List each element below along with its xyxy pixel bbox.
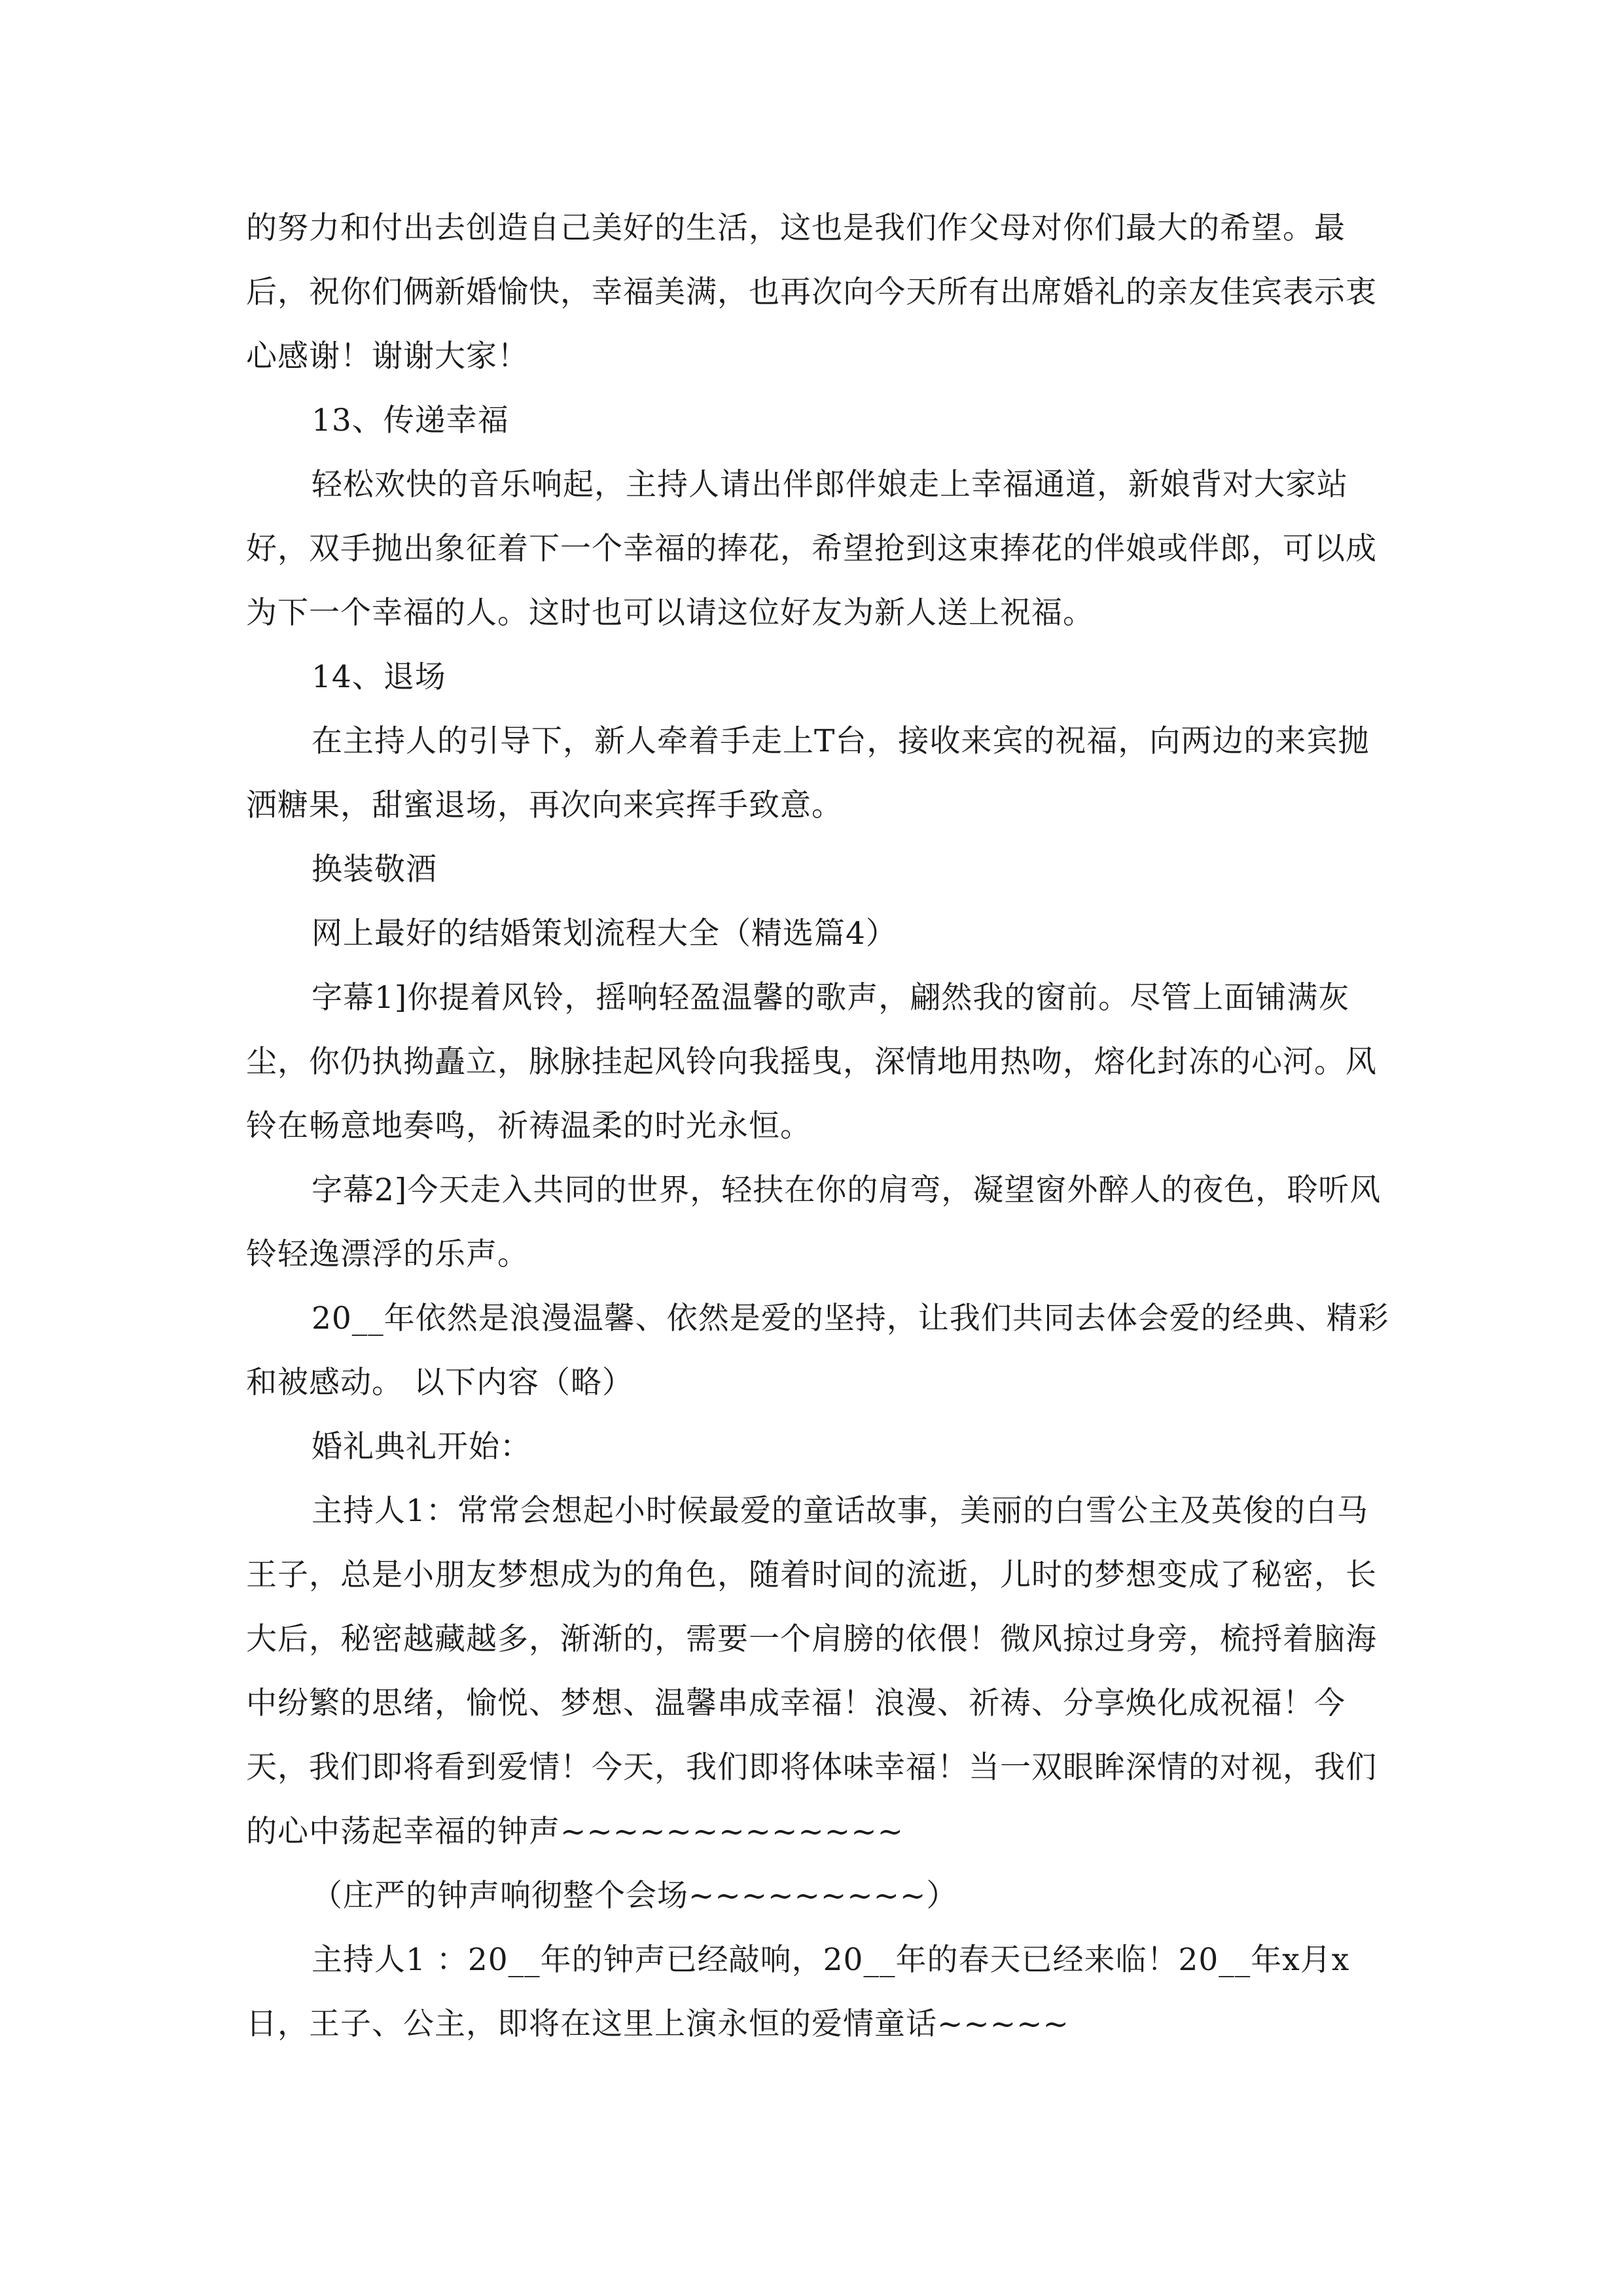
heading-ceremony-start: 婚礼典礼开始： <box>312 1429 531 1465</box>
heading-toast: 换装敬酒 <box>312 852 437 888</box>
paragraph-caption-1: 字幕1]你提着风铃，摇响轻盈温馨的歌声，翩然我的窗前。尽管上面铺满灰尘，你仍执拗矗立，脉脉挂起风铃向我摇曳，深情地用热吻，熔化封冻的心河。风铃在畅意地奏鸣，祈祷温柔的时光永恒。 <box>246 980 1377 1144</box>
section-title: 网上最好的结婚策划流程大全（精选篇4） <box>312 916 897 952</box>
paragraph-bell: （庄严的钟声响彻整个会场~~~~~~~~~） <box>312 1878 958 1914</box>
paragraph-year: 20__年依然是浪漫温馨、依然是爱的坚持，让我们共同去体会爱的经典、精彩和被感动。 以下内容（略） <box>246 1300 1389 1401</box>
paragraph-closing-speech: 的努力和付出去创造自己美好的生活，这也是我们作父母对你们最大的希望。最后，祝你们俩新婚愉快，幸福美满，也再次向今天所有出席婚礼的亲友佳宾表示衷心感谢！谢谢大家！ <box>246 210 1377 374</box>
heading-exit: 14、退场 <box>312 659 446 695</box>
paragraph-exit: 在主持人的引导下，新人牵着手走上T台，接收来宾的祝福，向两边的来宾抛洒糖果，甜蜜退场，再次向来宾挥手致意。 <box>246 723 1370 823</box>
paragraph-host-1: 主持人1：常常会想起小时候最爱的童话故事，美丽的白雪公主及英俊的白马王子，总是小朋友梦想成为的角色，随着时间的流逝，儿时的梦想变成了秘密，长大后，秘密越藏越多，渐渐的，需要一个肩膀的依偎！微风掠过身旁，梳捋着脑海中纷繁的思绪，愉悦、梦想、温馨串成幸福！浪漫、祈祷、分享焕化成祝福！今天，我们即将看到爱情！今天，我们即将体味幸福！当一双眼眸深情的对视，我们的心中荡起幸福的钟声~~~~~~~~~~~~~ <box>246 1493 1377 1850</box>
paragraph-caption-2: 字幕2]今天走入共同的世界，轻扶在你的肩弯，凝望窗外醉人的夜色，聆听风铃轻逸漂浮的乐声。 <box>246 1172 1382 1272</box>
heading-pass-happiness: 13、传递幸福 <box>312 403 509 439</box>
paragraph-bouquet: 轻松欢快的音乐响起，主持人请出伴郎伴娘走上幸福通道，新娘背对大家站好，双手抛出象征着下一个幸福的捧花，希望抢到这束捧花的伴娘或伴郎，可以成为下一个幸福的人。这时也可以请这位好友为新人送上祝福。 <box>246 467 1377 631</box>
document-body <box>246 196 1391 2056</box>
paragraph-host-1-date: 主持人1 ：20__年的钟声已经敲响，20__年的春天已经来临！20__年x月x日，王子、公主，即将在这里上演永恒的爱情童话~~~~~ <box>246 1942 1350 2042</box>
